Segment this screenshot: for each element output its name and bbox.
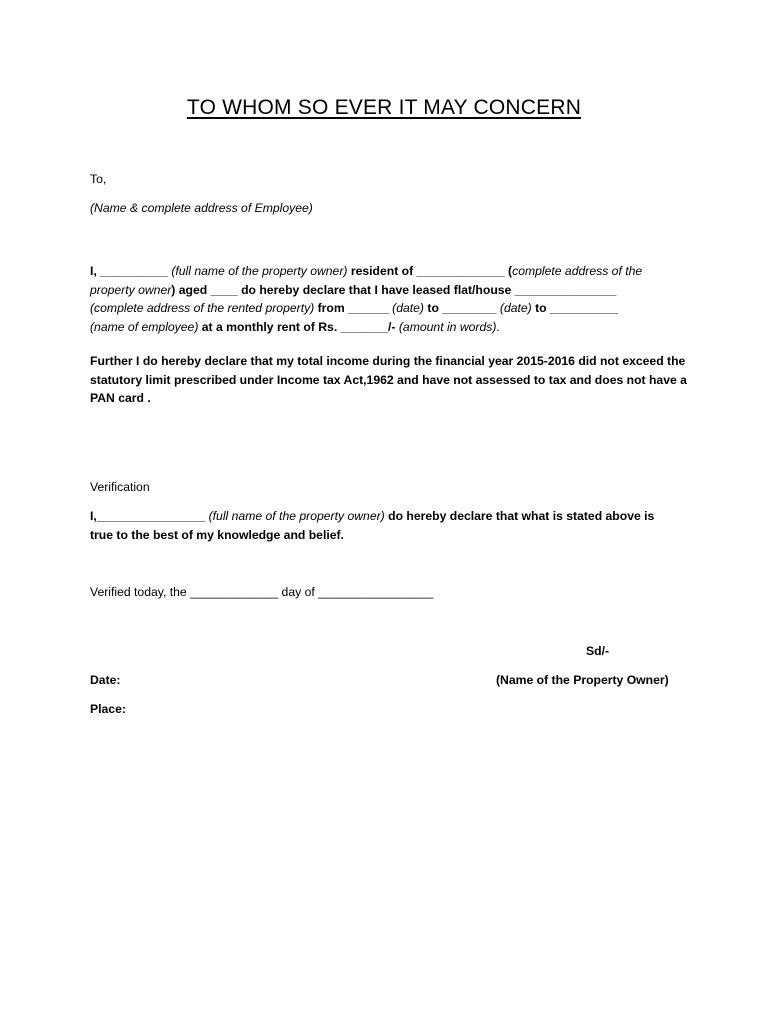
sd-mark: Sd/- bbox=[586, 644, 610, 658]
verification-line-1 bbox=[90, 509, 654, 523]
verification-line-2: true to the best of my knowledge and belief. bbox=[90, 528, 344, 542]
declaration-line-4-part-2: at a monthly rent of Rs. _______/- bbox=[198, 320, 399, 334]
place-label: Place: bbox=[90, 702, 126, 716]
declaration-line-3-part-4: to ________ bbox=[424, 301, 500, 315]
verified-today-line: Verified today, the _____________ day of _________________ bbox=[90, 585, 434, 599]
declaration-line-2-part-2: ) aged ____ do hereby declare that I have leased flat/house _______________ bbox=[171, 283, 617, 297]
owner-name-label: (Name of the Property Owner) bbox=[496, 673, 669, 687]
further-line-1: Further I do hereby declare that my total income during the financial year 2015-2016 did not exceed the bbox=[90, 354, 686, 368]
declaration-line-2-part-1: property owner bbox=[90, 283, 172, 297]
declaration-line-3-part-6: to __________ bbox=[531, 301, 618, 315]
declaration-line-2 bbox=[90, 283, 616, 297]
verification-heading: Verification bbox=[90, 480, 150, 494]
declaration-line-4-part-1: (name of employee) bbox=[90, 320, 199, 334]
declaration-line-1-part-2: (full name of the property owner) bbox=[171, 264, 348, 278]
declaration-line-3-part-3: (date) bbox=[392, 301, 424, 315]
declaration-line-3-part-5: (date) bbox=[499, 301, 532, 315]
declaration-line-3-part-1: (complete address of the rented property) bbox=[90, 301, 315, 315]
declaration-line-1 bbox=[90, 264, 642, 278]
declaration-line-3-part-2: from ______ bbox=[314, 301, 393, 315]
document-title: TO WHOM SO EVER IT MAY CONCERN bbox=[186, 96, 582, 119]
declaration-line-1-part-1: I, __________ bbox=[90, 264, 172, 278]
further-line-2: statutory limit prescribed under Income tax Act,1962 and have not assessed to tax and does not have a bbox=[90, 373, 687, 387]
date-label: Date: bbox=[90, 673, 121, 687]
addressee-placeholder: (Name & complete address of Employee) bbox=[90, 201, 313, 215]
declaration-line-4 bbox=[90, 320, 500, 334]
declaration-line-1-part-4: complete address of the bbox=[512, 264, 643, 278]
to-label: To, bbox=[90, 172, 107, 186]
verification-line-1-part-1: I,________________ bbox=[90, 509, 209, 523]
verification-line-1-part-2: (full name of the property owner) bbox=[208, 509, 385, 523]
declaration-line-1-part-3: resident of _____________ ( bbox=[347, 264, 513, 278]
verification-line-1-part-3: do hereby declare that what is stated above is bbox=[384, 509, 655, 523]
declaration-line-3 bbox=[90, 301, 618, 315]
declaration-line-4-part-3: (amount in words) bbox=[398, 320, 497, 334]
declaration-line-4-part-4: . bbox=[496, 320, 500, 334]
further-line-3: PAN card . bbox=[90, 391, 151, 405]
